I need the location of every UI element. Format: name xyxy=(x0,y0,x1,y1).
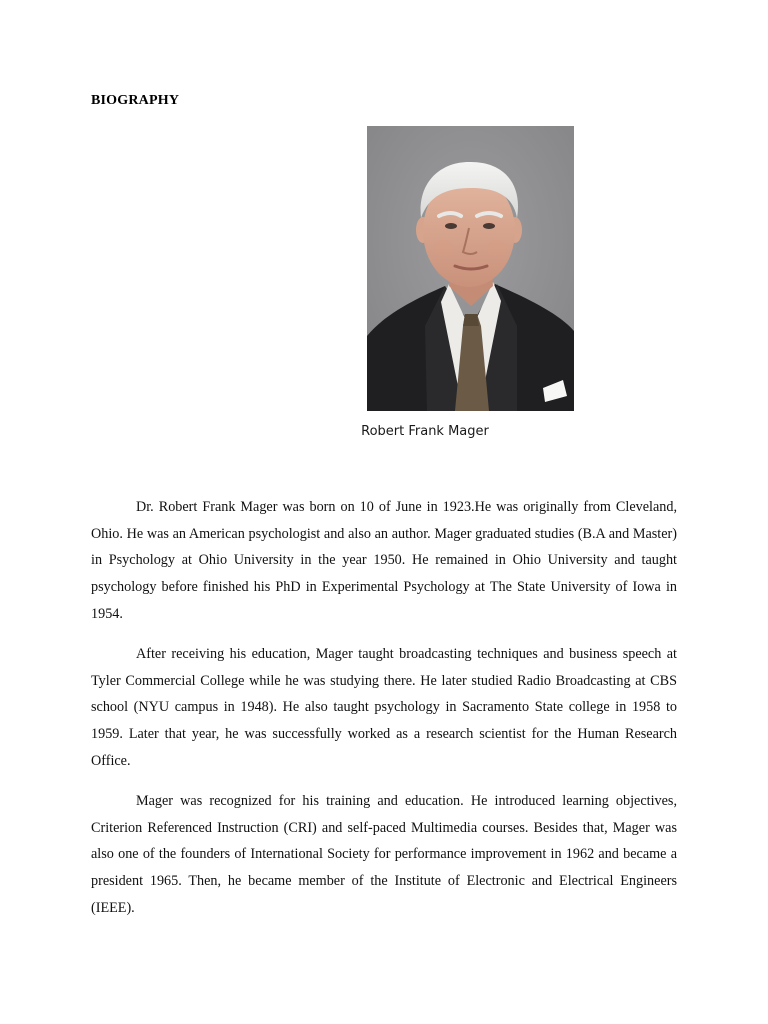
portrait-photo xyxy=(367,126,574,411)
paragraph: Mager was recognized for his training and education. He introduced learning objectives, Criterion Referenced Instruction (CRI) and self-paced Multimedia courses. Besides that, Mager was also one of the founders of International Society for performance improvement in 1962 and became a president 1965. Then, he became member of the Institute of Electronic and Electrical Engineers (IEEE). xyxy=(91,793,677,916)
paragraph: Dr. Robert Frank Mager was born on 10 of June in 1923.He was originally from Cleveland, Ohio. He was an American psychologist and also an author. Mager graduated studies (B.A and Master) in Psychology at Ohio University in the year 1950. He remained in Ohio University and taught psychology before finished his PhD in Experimental Psychology at The State University of Iowa in 1954. xyxy=(91,499,677,622)
photo-caption: Robert Frank Mager xyxy=(361,424,489,439)
biography-body xyxy=(91,494,677,935)
paragraph: After receiving his education, Mager taught broadcasting techniques and business speech at Tyler Commercial College while he was studying there. He later studied Radio Broadcasting at CBS school (NYU campus in 1948). He also taught psychology in Sacramento State college in 1958 to 1959. Later that year, he was successfully worked as a research scientist for the Human Research Office. xyxy=(91,646,677,769)
page-heading: BIOGRAPHY xyxy=(91,93,180,108)
